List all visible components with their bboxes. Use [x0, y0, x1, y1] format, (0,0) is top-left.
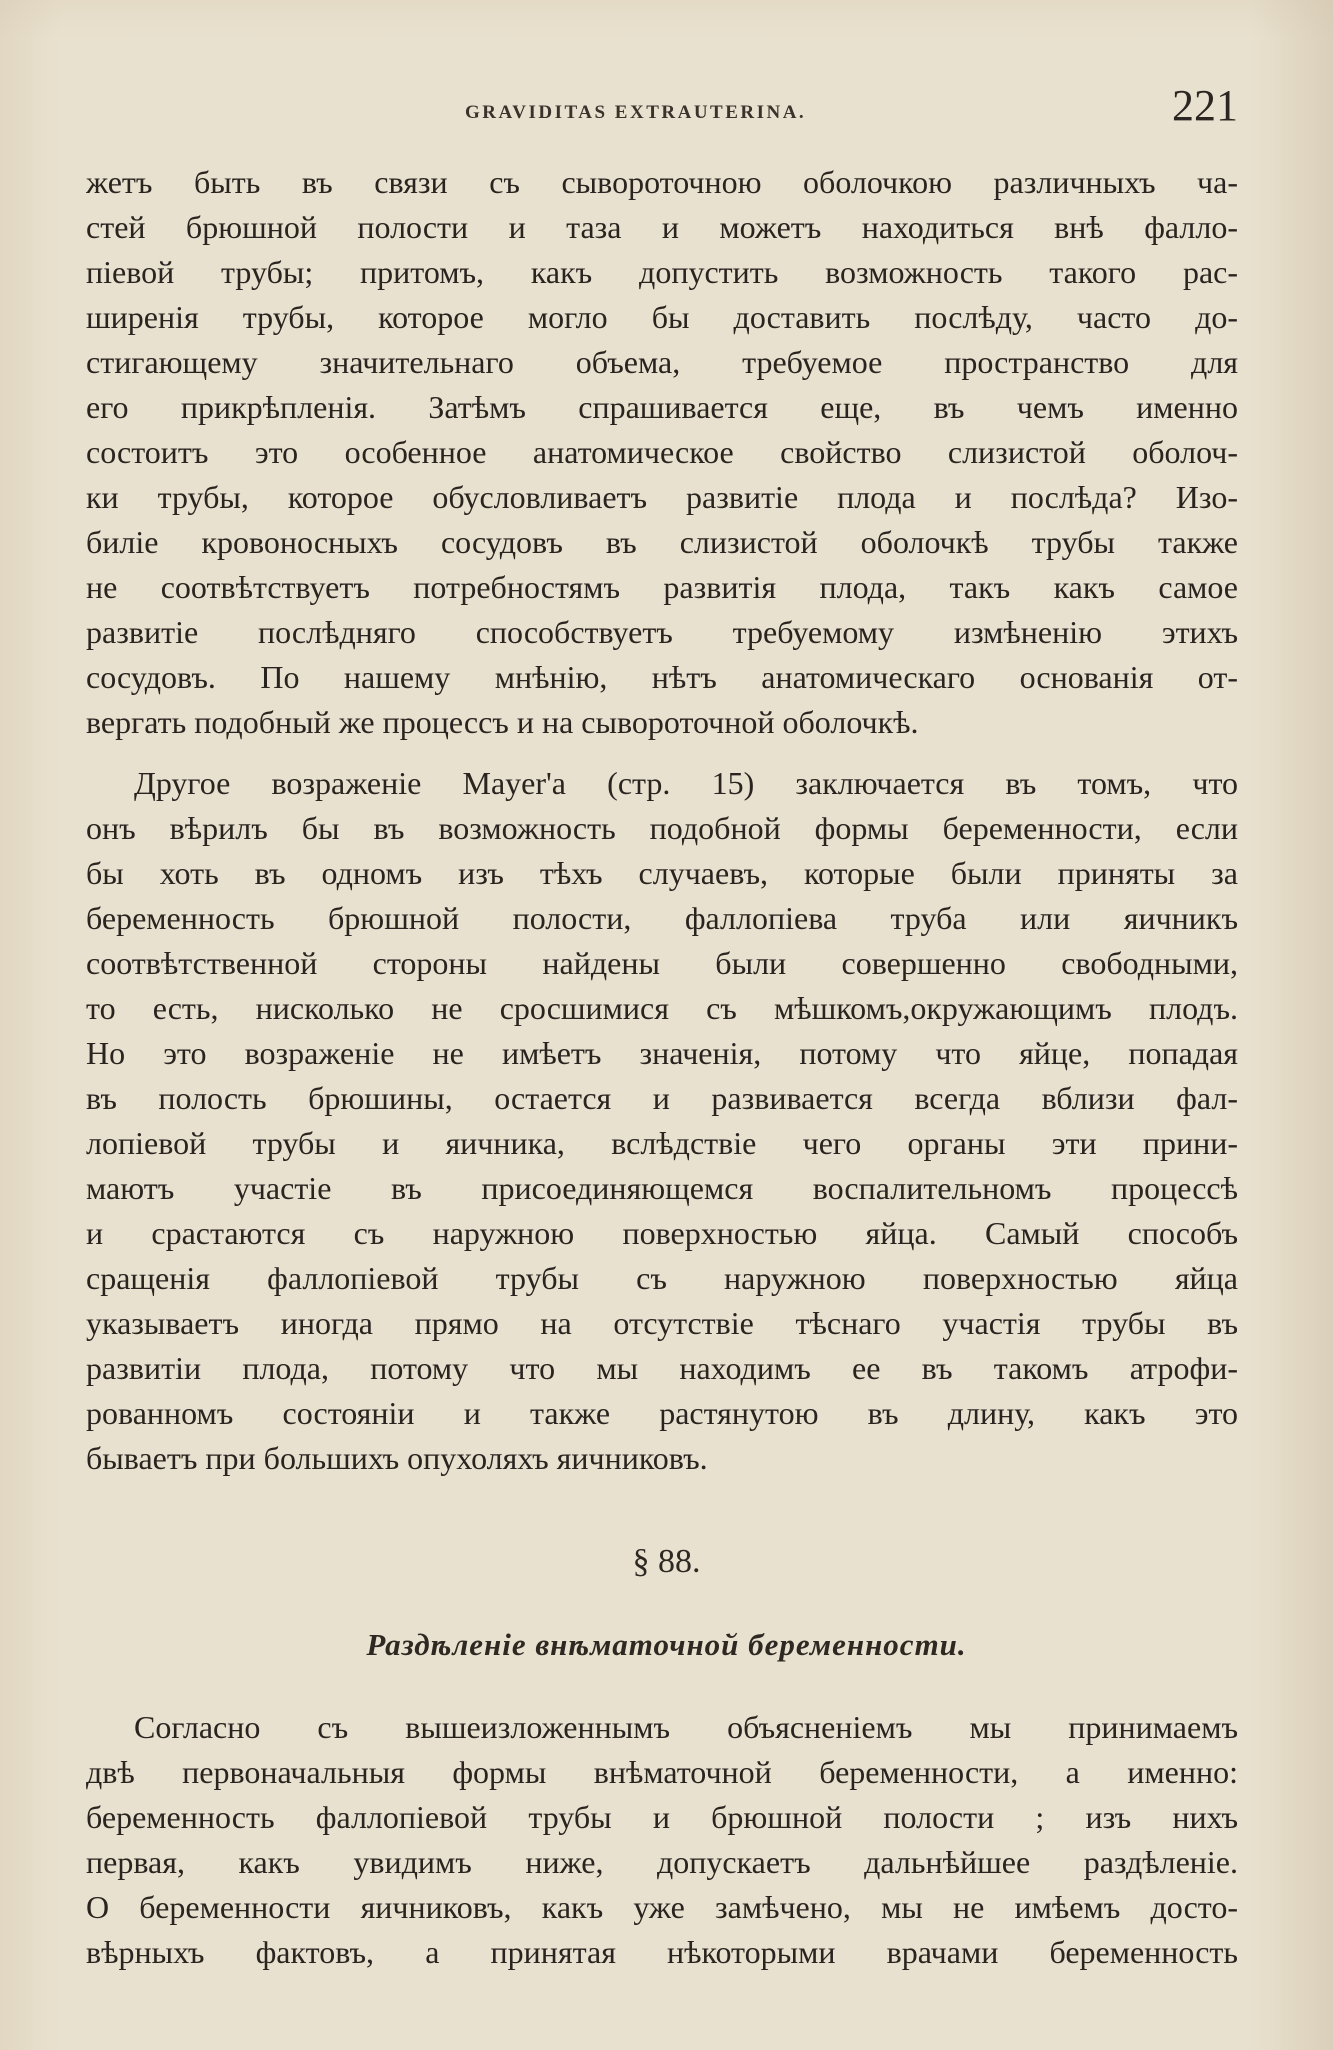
text-line: ширенія трубы, которое могло бы доставить послѣду, часто до-	[86, 299, 1238, 335]
text-line: беременность фаллопіевой трубы и брюшной полости ; изъ нихъ	[86, 1799, 1238, 1835]
text-line: сращенія фаллопіевой трубы съ наружною поверхностью яйца	[86, 1260, 1238, 1296]
text-line: лопіевой трубы и яичника, вслѣдствіе чего органы эти прини-	[86, 1125, 1238, 1161]
text-line: Другое возраженіе Mayer'a (стр. 15) заключается въ томъ, что	[134, 765, 1238, 801]
text-line: соотвѣтственной стороны найдены были совершенно свободными,	[86, 945, 1238, 981]
text-line: стигающему значительнаго объема, требуемое пространство для	[86, 344, 1238, 380]
text-line: его прикрѣпленія. Затѣмъ спрашивается еще, въ чемъ именно	[86, 389, 1238, 425]
text-line: развитіи плода, потому что мы находимъ ее въ такомъ атрофи-	[86, 1350, 1238, 1386]
text-line: бываетъ при большихъ опухоляхъ яичниковъ.	[86, 1440, 708, 1476]
text-line: вѣрныхъ фактовъ, а принятая нѣкоторыми врачами беременность	[86, 1934, 1238, 1970]
text-line: вергать подобный же процессъ и на сывороточной оболочкѣ.	[86, 704, 919, 740]
text-line: въ полость брюшины, остается и развивается всегда вблизи фал-	[86, 1080, 1238, 1116]
paragraph-mayer-objection	[86, 761, 1238, 1481]
text-line: маютъ участіе въ присоединяющемся воспалительномъ процессѣ	[86, 1170, 1238, 1206]
page-header	[0, 80, 1333, 130]
text-line: онъ вѣрилъ бы въ возможность подобной формы беременности, если	[86, 810, 1238, 846]
text-line: бы хоть въ одномъ изъ тѣхъ случаевъ, которые были приняты за	[86, 855, 1238, 891]
text-line: сосудовъ. По нашему мнѣнію, нѣтъ анатомическаго основанія от-	[86, 659, 1238, 695]
section-number: § 88.	[632, 1543, 701, 1580]
paragraph-continued	[86, 160, 1238, 745]
text-line: ки трубы, которое обусловливаетъ развитіе плода и послѣда? Изо-	[86, 479, 1238, 515]
page-number: 221	[1172, 81, 1238, 130]
text-line: Согласно съ вышеизложеннымъ объясненіемъ мы принимаемъ	[134, 1709, 1238, 1745]
text-line: первая, какъ увидимъ ниже, допускаетъ дальнѣйшее раздѣленіе.	[86, 1844, 1238, 1880]
text-line: состоитъ это особенное анатомическое свойство слизистой оболоч-	[86, 434, 1238, 470]
text-line: Но это возраженіе не имѣетъ значенія, потому что яйце, попадая	[86, 1035, 1238, 1071]
section-title: Раздѣленіе внѣматочной беременности.	[366, 1627, 967, 1662]
text-line: указываетъ иногда прямо на отсутствіе тѣснаго участія трубы въ	[86, 1305, 1238, 1341]
text-line: беременность брюшной полости, фаллопіева труба или яичникъ	[86, 900, 1238, 936]
text-line: биліе кровоносныхъ сосудовъ въ слизистой оболочкѣ трубы также	[86, 524, 1238, 560]
text-line: то есть, нисколько не сросшимися съ мѣшкомъ,окружающимъ плодъ.	[86, 990, 1238, 1026]
text-line: піевой трубы; притомъ, какъ допустить возможность такого рас-	[86, 254, 1238, 290]
text-line: развитіе послѣдняго способствуетъ требуемому измѣненію этихъ	[86, 614, 1238, 650]
text-line: двѣ первоначальныя формы внѣматочной беременности, а именно:	[86, 1754, 1238, 1790]
text-line: О беременности яичниковъ, какъ уже замѣчено, мы не имѣемъ досто-	[86, 1889, 1238, 1925]
paragraph-classification	[86, 1705, 1238, 1975]
text-line: жетъ быть въ связи съ сывороточною оболочкою различныхъ ча-	[86, 164, 1238, 200]
text-line: не соотвѣтствуетъ потребностямъ развитія плода, такъ какъ самое	[86, 569, 1238, 605]
text-line: и срастаются съ наружною поверхностью яйца. Самый способъ	[86, 1215, 1238, 1251]
running-head: GRAVIDITAS EXTRAUTERINA.	[465, 102, 807, 123]
text-line: рованномъ состояніи и также растянутою въ длину, какъ это	[86, 1395, 1238, 1431]
text-line: стей брюшной полости и таза и можетъ находиться внѣ фалло-	[86, 209, 1238, 245]
